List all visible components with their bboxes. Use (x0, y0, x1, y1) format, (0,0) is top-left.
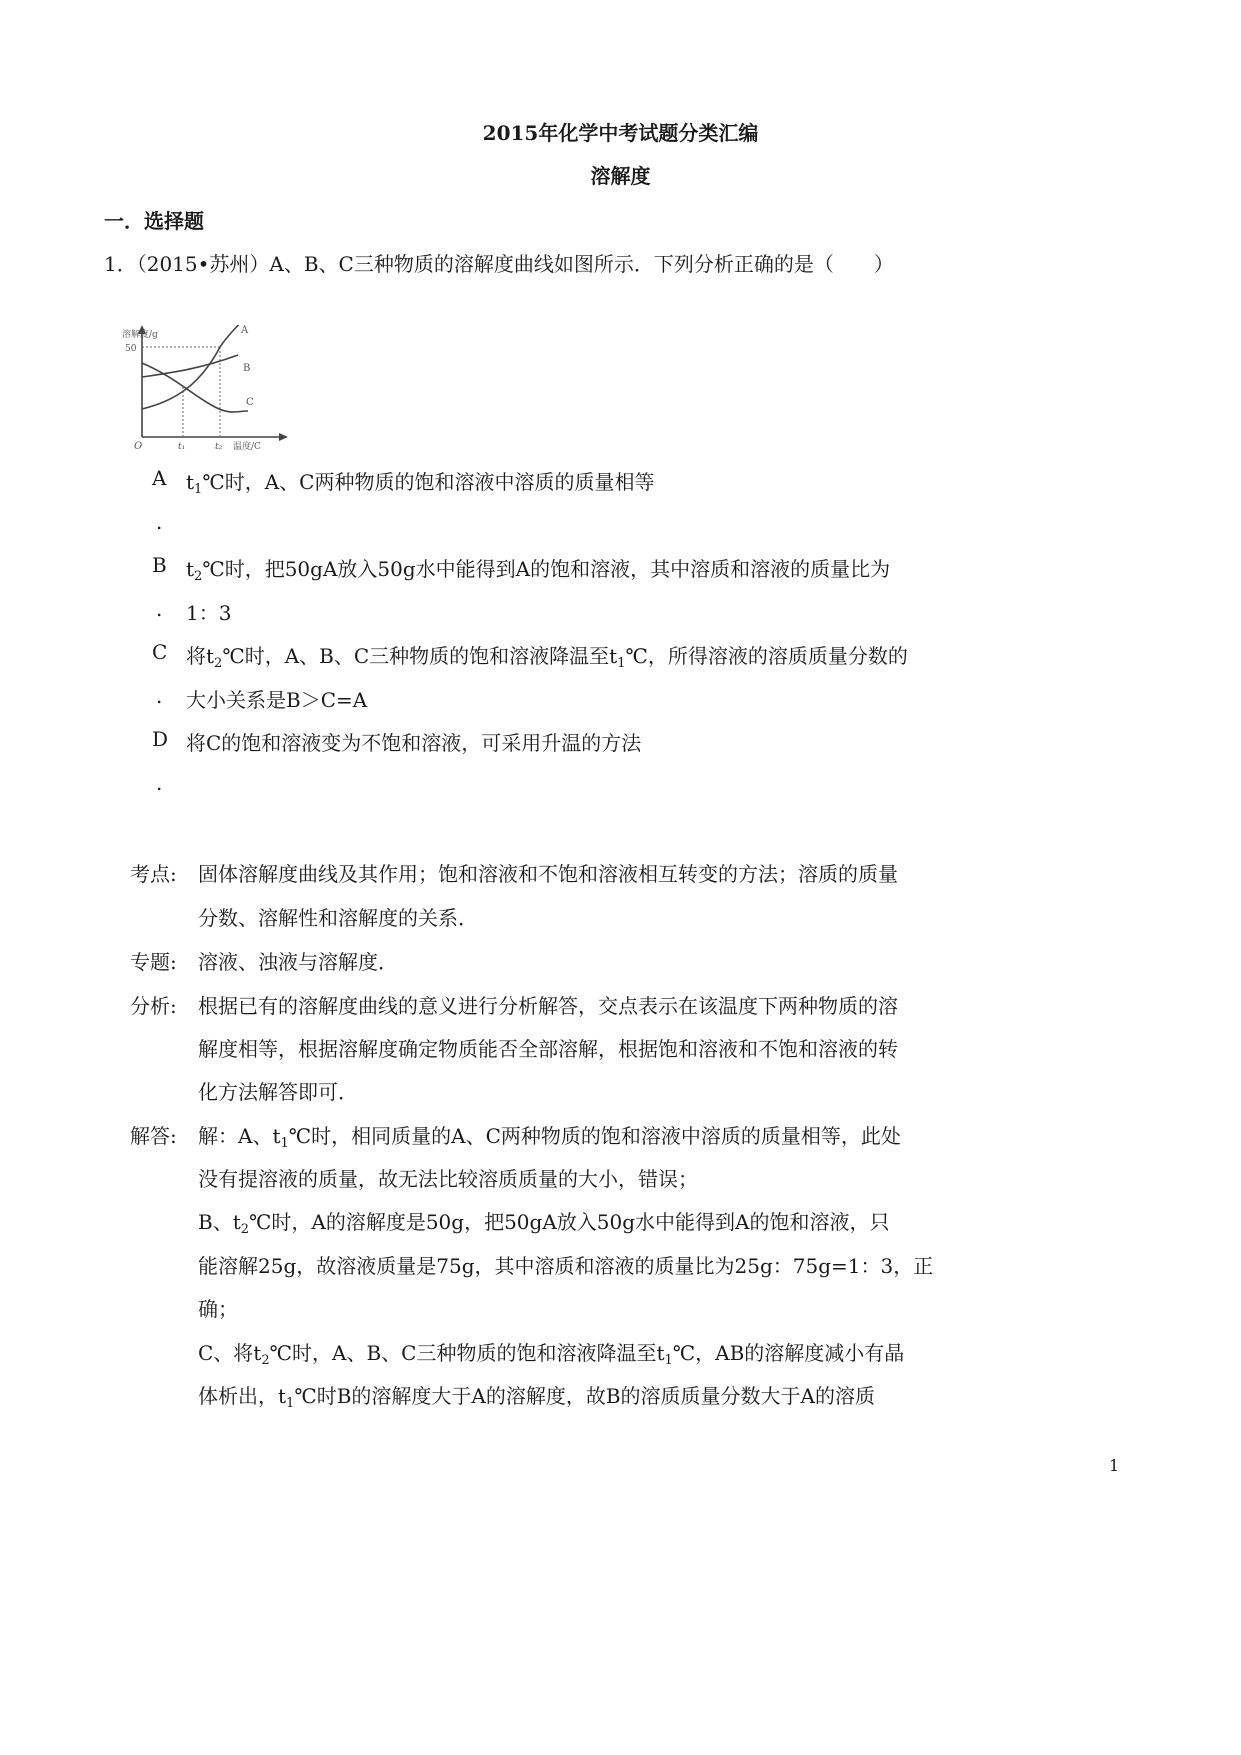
option-c-letter: C (152, 640, 168, 664)
kaodian-line-1: 固体溶解度曲线及其作用；饱和溶液和不饱和溶液相互转变的方法；溶质的质量 (198, 862, 898, 886)
option-a-letter: A (152, 466, 167, 490)
solubility-curve-figure (120, 325, 290, 455)
curve-B (142, 355, 238, 377)
section-heading: 一．选择题 (104, 209, 204, 233)
option-c-text-line2: 大小关系是B＞C=A (186, 688, 368, 712)
jieda-line-6: C、将$t_2℃$时，A、B、C三种物质的饱和溶液降温至$t_1℃$，AB的溶解度减小有晶 (198, 1341, 905, 1368)
jieda-label: 解答: (130, 1124, 177, 1148)
x-axis-arrow (279, 433, 288, 441)
question-stem: 1．（2015•苏州）A、B、C三种物质的溶解度曲线如图所示．下列分析正确的是（ ） (104, 252, 894, 276)
option-d-letter: D (152, 727, 169, 751)
jieda-line-3: B、$t_2℃$时，A的溶解度是50g，把50gA放入50g水中能得到A的饱和溶液，只 (198, 1210, 890, 1237)
option-c-text: 将$t_2℃$时，A、B、C三种物质的饱和溶液降温至$t_1℃$，所得溶液的溶质质量分数的 (186, 644, 908, 671)
y-tick-50: 50 (125, 344, 137, 354)
x-tick-t2: t₂ (215, 442, 223, 452)
zhuanti-label: 专题: (130, 950, 177, 974)
jieda-line-1: 解：A、$t_1℃$时，相同质量的A、C两种物质的饱和溶液中溶质的质量相等，此处 (198, 1124, 901, 1151)
page-title: 2015年化学中考试题分类汇编 (482, 121, 759, 145)
option-d-dot: . (156, 771, 163, 795)
curve-label-B: B (243, 363, 251, 374)
option-a-text: $t_1℃$时，A、C两种物质的饱和溶液中溶质的质量相等 (186, 470, 655, 497)
jieda-line-4: 能溶解25g，故溶液质量是75g，其中溶质和溶液的质量比为25g：75g=1：3，正 (198, 1254, 934, 1278)
option-c-dot: . (156, 684, 163, 708)
jieda-line-2: 没有提溶液的质量，故无法比较溶质质量的大小，错误； (198, 1167, 698, 1191)
fenxi-line-2: 解度相等，根据溶解度确定物质能否全部溶解，根据饱和溶液和不饱和溶液的转 (198, 1037, 898, 1061)
fenxi-line-1: 根据已有的溶解度曲线的意义进行分析解答，交点表示在该温度下两种物质的溶 (198, 994, 898, 1018)
option-b-text: $t_2℃$时，把50gA放入50g水中能得到A的饱和溶液，其中溶质和溶液的质量比为 (186, 557, 891, 584)
option-b-dot: . (156, 597, 163, 621)
kaodian-label: 考点: (130, 862, 177, 886)
option-a-dot: . (156, 510, 163, 534)
zhuanti-line-1: 溶液、浊液与溶解度． (198, 950, 398, 974)
jieda-line-5: 确； (198, 1297, 238, 1321)
option-b-letter: B (152, 553, 167, 577)
x-axis-label: 温度/C (233, 442, 261, 452)
option-d-text: 将C的饱和溶液变为不饱和溶液，可采用升温的方法 (186, 731, 642, 755)
option-b-text-line2: 1：3 (186, 601, 232, 625)
curve-label-A: A (241, 325, 249, 336)
kaodian-line-2: 分数、溶解性和溶解度的关系． (198, 906, 478, 930)
curve-label-C: C (246, 397, 254, 408)
x-tick-t1: t₁ (178, 442, 186, 452)
fenxi-line-3: 化方法解答即可． (198, 1080, 358, 1104)
jieda-line-7: 体析出，$t_1℃$时B的溶解度大于A的溶解度，故B的溶质质量分数大于A的溶质 (198, 1384, 875, 1411)
fenxi-label: 分析: (130, 994, 177, 1018)
page-number: 1 (1109, 1456, 1120, 1475)
y-axis-label: 溶解度/g (122, 330, 158, 340)
page-subtitle: 溶解度 (590, 164, 651, 188)
origin-label: O (134, 441, 143, 452)
